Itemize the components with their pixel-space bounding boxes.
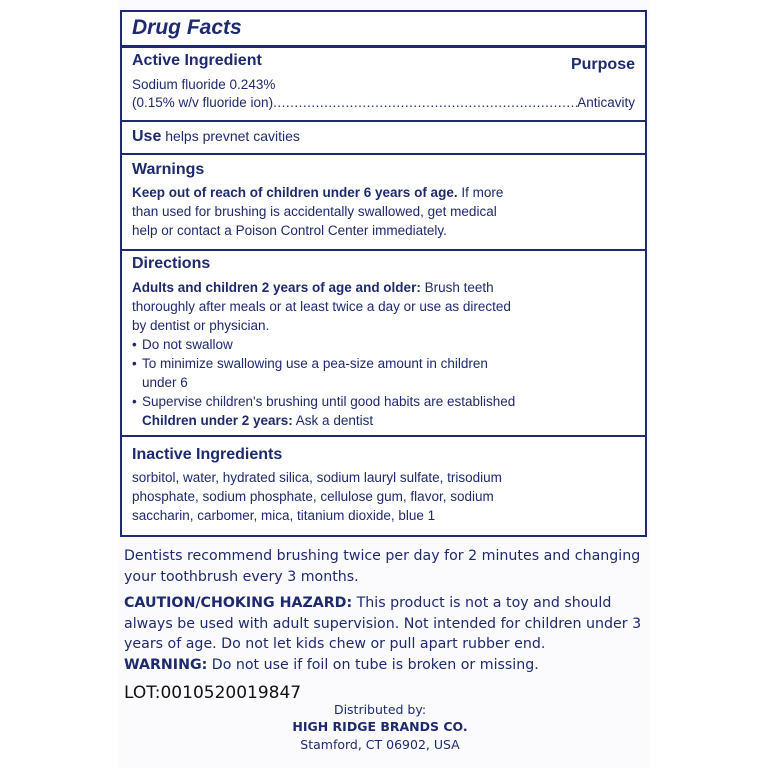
directions-intro-bold: Adults and children 2 years of age and older: bbox=[132, 280, 421, 295]
divider bbox=[122, 153, 645, 155]
purpose-value: Anticavity bbox=[577, 95, 635, 110]
warnings-body-text: If more than used for brushing is accidentally swallowed, get medical help or contact a Poison Control Center immediately. bbox=[132, 185, 504, 238]
list-item bbox=[132, 392, 522, 430]
warnings-text bbox=[132, 183, 522, 240]
directions-heading: Directions bbox=[132, 255, 211, 272]
list-item: • To minimize swallowing use a pea-size amount in children under 6 bbox=[132, 354, 522, 392]
warning-text bbox=[124, 655, 644, 676]
divider bbox=[122, 120, 645, 122]
active-ingredient-row bbox=[132, 95, 635, 110]
caution-body: This product is not a toy and should always be used with adult supervision. Not intended for children under 3 years of age. Do not let kids chew or pull apart rubber end. bbox=[124, 595, 642, 652]
warning-body: Do not use if foil on tube is broken or missing. bbox=[207, 657, 539, 673]
children-under-2-text: Ask a dentist bbox=[292, 413, 374, 428]
active-ingredient-line2: (0.15% w/v fluoride ion) bbox=[132, 95, 274, 110]
directions-intro bbox=[132, 278, 522, 335]
warnings-heading: Warnings bbox=[132, 161, 205, 178]
lot-number: LOT:0010520019847 bbox=[124, 683, 302, 703]
distributor-name: HIGH RIDGE BRANDS CO. bbox=[292, 719, 468, 734]
divider bbox=[122, 45, 645, 48]
drug-facts-title: Drug Facts bbox=[132, 16, 242, 39]
divider bbox=[122, 249, 645, 251]
use-heading: Use bbox=[132, 128, 162, 145]
distributor-address: Stamford, CT 06902, USA bbox=[300, 737, 460, 752]
inactive-ingredients-text: sorbitol, water, hydrated silica, sodium lauryl sulfate, trisodium phosphate, sodium phosphate, cellulose gum, flavor, sodium saccharin, carbomer, mica, titanium dioxide, blue 1 bbox=[132, 470, 502, 523]
directions-list bbox=[132, 335, 522, 430]
distributed-by-label: Distributed by: bbox=[333, 702, 427, 717]
leader-dots bbox=[273, 95, 577, 110]
list-item: • Do not swallow bbox=[132, 335, 522, 354]
warnings-bold-text: Keep out of reach of children under 6 years of age. bbox=[132, 185, 458, 200]
use-text: helps prevnet cavities bbox=[161, 128, 300, 144]
active-ingredient-line1: Sodium fluoride 0.243% bbox=[132, 77, 276, 92]
warning-label: WARNING: bbox=[124, 657, 208, 673]
active-ingredient-heading: Active Ingredient bbox=[132, 52, 262, 69]
divider bbox=[122, 435, 645, 437]
directions-text bbox=[132, 278, 522, 430]
inactive-ingredients-heading: Inactive Ingredients bbox=[132, 446, 283, 463]
use-section bbox=[132, 127, 300, 146]
caution-text bbox=[124, 593, 644, 655]
purpose-heading: Purpose bbox=[570, 56, 635, 73]
caution-label: CAUTION/CHOKING HAZARD: bbox=[124, 595, 353, 611]
drug-facts-box bbox=[120, 10, 647, 537]
brushing-recommendation: Dentists recommend brushing twice per day for 2 minutes and changing your toothbrush every 3 months. bbox=[124, 548, 641, 585]
children-under-2-label: Children under 2 years: bbox=[142, 413, 293, 428]
directions-intro-text: Brush teeth thoroughly after meals or at least twice a day or use as directed by dentist or physician. bbox=[132, 280, 511, 333]
list-item-text: Supervise children's brushing until good habits are established bbox=[142, 394, 516, 409]
